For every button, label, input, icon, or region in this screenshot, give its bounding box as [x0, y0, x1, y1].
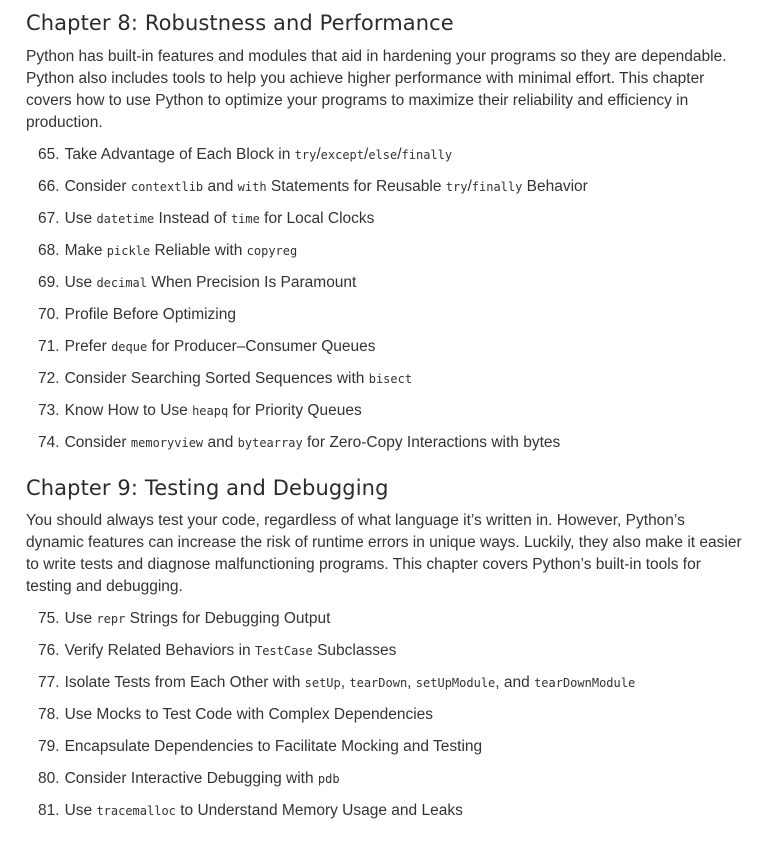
item-code-term: else [368, 148, 398, 162]
item-text: Use [64, 210, 97, 227]
item-text: Use [64, 274, 97, 291]
item-code-term: pickle [106, 244, 151, 258]
item-number: 78. [38, 706, 60, 723]
chapter-9-title: Chapter 9: Testing and Debugging [26, 476, 389, 500]
item-text: Instead of [154, 210, 231, 227]
item-number: 79. [38, 738, 60, 755]
item-text: and [203, 434, 238, 451]
item-code-term: finally [471, 180, 523, 194]
item-code-term: heapq [192, 404, 229, 418]
item-code-term: memoryview [130, 436, 204, 450]
item-code-term: TestCase [254, 644, 313, 658]
list-item [26, 736, 635, 768]
item-text: Strings for Debugging Output [125, 610, 331, 627]
item-text: Use [64, 802, 97, 819]
item-text: Make [64, 242, 107, 259]
item-code-term: contextlib [130, 180, 204, 194]
item-code-term: finally [401, 148, 453, 162]
item-text: for Priority Queues [228, 402, 362, 419]
item-text: Statements for Reusable [266, 178, 446, 195]
item-code-term: pdb [317, 772, 340, 786]
item-number: 75. [38, 610, 60, 627]
item-code-term: bytearray [237, 436, 303, 450]
item-number: 71. [38, 338, 60, 355]
list-item [26, 144, 588, 176]
item-code-term: repr [96, 612, 126, 626]
item-text: / [397, 146, 402, 163]
list-item [26, 672, 635, 704]
list-item [26, 432, 588, 464]
item-text: Consider Searching Sorted Sequences with [64, 370, 369, 387]
list-item [26, 400, 588, 432]
item-text: Know How to Use [64, 402, 193, 419]
item-number: 80. [38, 770, 60, 787]
item-number: 74. [38, 434, 60, 451]
list-item [26, 176, 588, 208]
item-code-term: setUp [304, 676, 341, 690]
item-code-term: tracemalloc [96, 804, 176, 818]
item-text: Consider [64, 178, 131, 195]
list-item [26, 704, 635, 736]
item-number: 77. [38, 674, 60, 691]
item-code-term: setUpModule [415, 676, 496, 690]
item-text: Verify Related Behaviors in [64, 642, 255, 659]
chapter-8-title: Chapter 8: Robustness and Performance [26, 11, 454, 35]
item-text: Reliable with [150, 242, 247, 259]
chapter-8-item-list [26, 144, 588, 464]
list-item [26, 368, 588, 400]
item-code-term: bisect [368, 372, 413, 386]
item-number: 67. [38, 210, 60, 227]
item-text: , and [495, 674, 535, 691]
item-text: Behavior [522, 178, 588, 195]
item-text: Consider Interactive Debugging with [64, 770, 318, 787]
item-code-term: try [294, 148, 317, 162]
item-code-term: except [320, 148, 364, 162]
item-code-term: try [445, 180, 468, 194]
item-text: for Zero-Copy Interactions with bytes [302, 434, 561, 451]
item-number: 66. [38, 178, 60, 195]
list-item [26, 800, 635, 832]
item-text: / [467, 178, 472, 195]
item-code-term: decimal [96, 276, 148, 290]
item-text: Use [64, 610, 97, 627]
item-code-term: with [237, 180, 267, 194]
item-number: 73. [38, 402, 60, 419]
chapter-9-intro: You should always test your code, regardless of what language it’s written in. However, Python’s dynamic features can increase the risk of runtime errors in unique ways. Luckily, they also make it easier to write tests and diagnose malfunctioning programs. This chapter covers Python’s built-in tools for testing and debugging. [26, 512, 742, 595]
item-text: Profile Before Optimizing [64, 306, 236, 323]
item-text: Prefer [64, 338, 112, 355]
list-item [26, 240, 588, 272]
chapter-8-intro: Python has built-in features and modules that aid in hardening your programs so they are dependable. Python also includes tools to help you achieve higher performance with minimal effort. This chapter covers how to use Python to optimize your programs to maximize their reliability and efficiency in production. [26, 48, 727, 131]
item-text: Take Advantage of Each Block in [64, 146, 295, 163]
item-code-term: time [230, 212, 260, 226]
item-text: for Local Clocks [259, 210, 375, 227]
item-text: Isolate Tests from Each Other with [64, 674, 305, 691]
item-number: 81. [38, 802, 60, 819]
item-text: When Precision Is Paramount [147, 274, 357, 291]
chapter-9-item-list [26, 608, 635, 832]
item-code-term: copyreg [246, 244, 298, 258]
item-number: 69. [38, 274, 60, 291]
list-item [26, 336, 588, 368]
item-number: 76. [38, 642, 60, 659]
item-text: Use Mocks to Test Code with Complex Dependencies [64, 706, 434, 723]
list-item [26, 272, 588, 304]
item-code-term: deque [111, 340, 148, 354]
item-text: , [340, 674, 350, 691]
item-text: Consider [64, 434, 131, 451]
item-text: / [364, 146, 369, 163]
item-code-term: datetime [96, 212, 155, 226]
list-item [26, 768, 635, 800]
item-number: 65. [38, 146, 60, 163]
item-text: , [407, 674, 416, 691]
item-code-term: tearDown [349, 676, 408, 690]
list-item [26, 640, 635, 672]
item-text: / [316, 146, 321, 163]
list-item [26, 304, 588, 336]
list-item [26, 208, 588, 240]
item-number: 68. [38, 242, 60, 259]
item-text: and [203, 178, 238, 195]
item-code-term: tearDownModule [534, 676, 636, 690]
item-text: Subclasses [312, 642, 397, 659]
item-text: for Producer–Consumer Queues [147, 338, 376, 355]
list-item [26, 608, 635, 640]
item-text: Encapsulate Dependencies to Facilitate Mocking and Testing [64, 738, 483, 755]
item-text: to Understand Memory Usage and Leaks [175, 802, 463, 819]
item-number: 72. [38, 370, 60, 387]
item-number: 70. [38, 306, 60, 323]
